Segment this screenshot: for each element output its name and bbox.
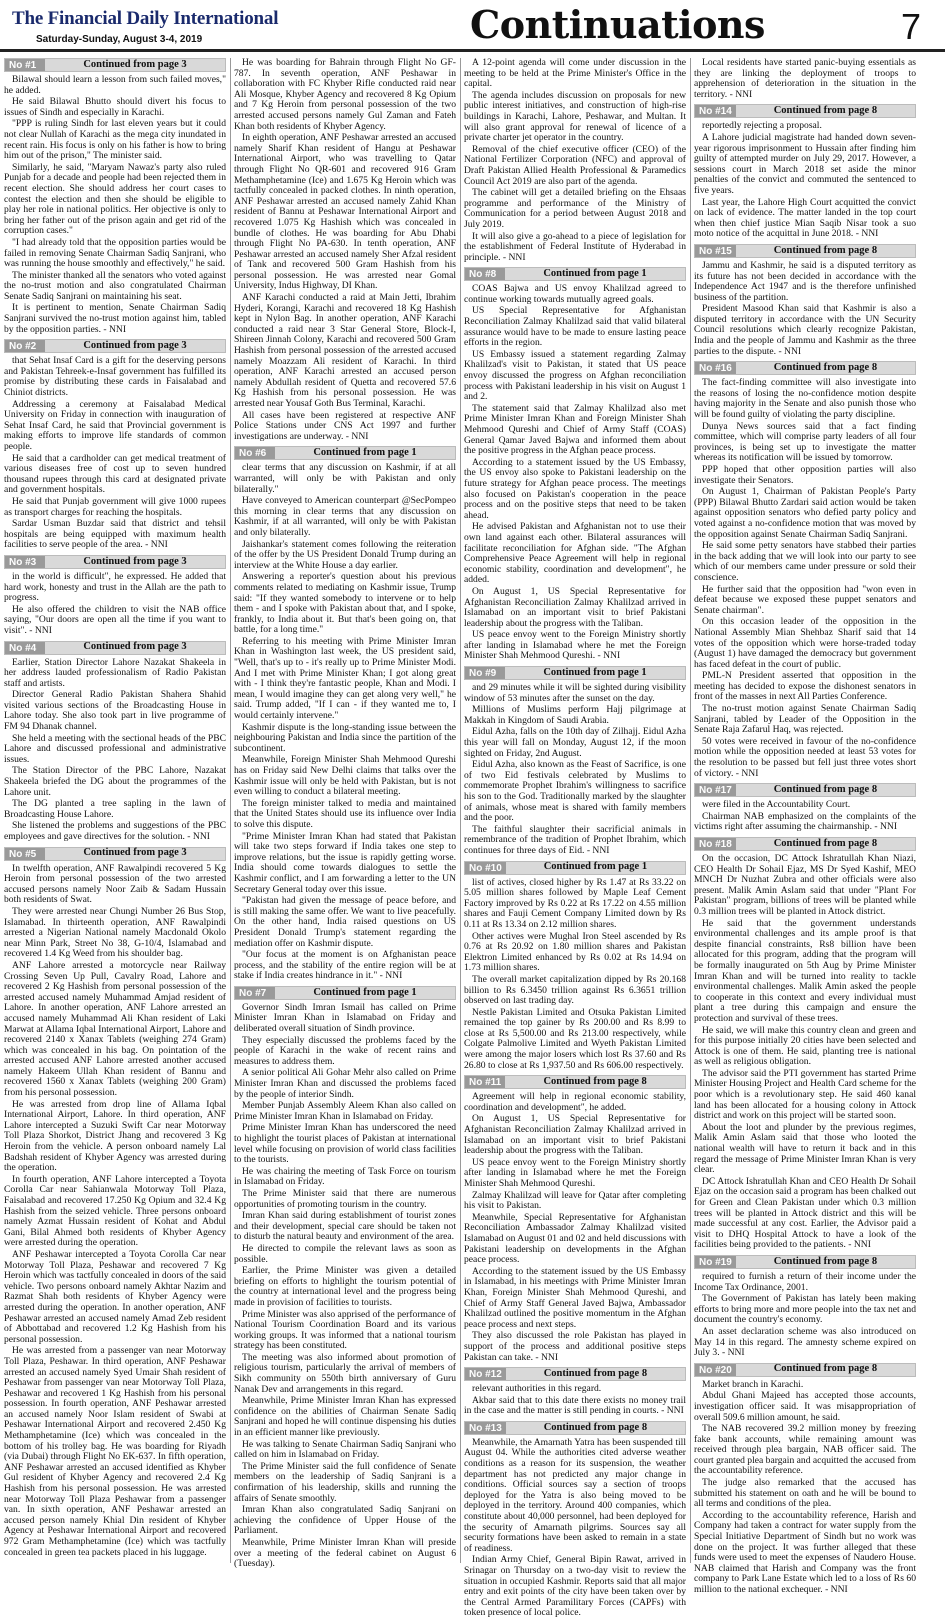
article-paragraph: Zalmay Khalilzad will leave for Qatar after completing his visit to Pakistan. bbox=[464, 1189, 686, 1212]
continued-from-label: Continued from page 8 bbox=[773, 837, 878, 849]
article-paragraph: Governor Sindh Imran Ismail has called on Prime Minister Imran Khan in Islamabad on Friday and deliberated overall situation of Sindh province. bbox=[234, 1001, 456, 1035]
continuation-header bbox=[4, 58, 226, 72]
article-number: No #13 bbox=[465, 1422, 506, 1434]
article-paragraph: According to the accountability reference, Harish and Company had taken a contract for water supply from the Special Initiative Department of Sindh but no work was done on the project. It was further alleged that these funds were used to meet the expenses of Naudero House. NAB claimed that Harish and Company was the front company to Park Lane Estate which led to a loss of Rs 60 million to the national exchequer. - NNI bbox=[694, 1509, 916, 1595]
article-number: No #4 bbox=[5, 642, 45, 654]
article-paragraph: Indian Army Chief, General Bipin Rawat, arrived in Srinagar on Thursday on a two-day visit to review the situation in occupied Kashmir. Reports said that all major entry and exit points of the city have been taken over by the Central Armed Paramilitary Forces (CAPFs) with token presence of local police. bbox=[464, 1554, 686, 1619]
article-paragraph: ANF Peshawar intercepted a Toyota Corolla Car near Motorway Toll Plaza, Peshawar and recovered 7 Kg Heroin which was tactfully concealed in doors of the said vehicle. Two persons onboard namely Akhtar Nazim and Razmat Shah both residents of Khyber Agency were arrested during the operation. In another operation, ANF Peshawar arrested an accused namely Amad Zeb resident of Abbottabad and recovered 1.2 Kg Hashish from his personal possession. bbox=[4, 1248, 226, 1345]
article-paragraph: The agenda includes discussion on proposals for new public interest initiatives, and construction of high-rise buildings in Karachi, Lahore, Peshawar, and Multan. It will also grant approval for renewal of licence of a private charter jet operator in the country. bbox=[464, 89, 686, 144]
article-paragraph: A 12-point agenda will come under discussion in the meeting to be held at the Prime Minister's Office in the capital. bbox=[464, 57, 686, 90]
article-paragraph: According to a statement issued by the US Embassy, the US envoy also spoke to Pakistani leadership on the future strategy for Afghan peace process. The meetings also focused on Pakistan's cooperation in the peace process and on the positive steps that need to be taken ahead. bbox=[464, 456, 686, 521]
article-paragraph: On August 1, US Special Representative for Afghanistan Reconciliation Zalmay Khalilzad arrived in Islamabad on an important visit to brief Pakistani leadership about the progress with the Taliban. bbox=[464, 585, 686, 629]
continuation-header bbox=[694, 1255, 916, 1269]
article-paragraph: US Embassy issued a statement regarding Zalmay Khalilzad's visit to Pakistan, it stated that US peace envoy discussed the progress on Afghan reconciliation process with Pakistani leadership in his visit on August 1 and 2. bbox=[464, 348, 686, 403]
article-paragraph: Local residents have started panic-buying essentials as they are linking the deployment of troops to apprehension of deterioration in the situation in the territory. - NNI bbox=[694, 57, 916, 100]
article-paragraph: clear terms that any discussion on Kashmir, if at all warranted, will only be with Pakistan and only bilaterally." bbox=[234, 462, 456, 495]
article-paragraph: "Our focus at the moment is on Afghanistan peace process, and the stability of the entire region will be at stake if India creates hindrance in it." - NNI bbox=[234, 949, 456, 982]
article-paragraph: Millions of Muslims perform Hajj pilgrimage at Makkah in Kingdom of Saudi Arabia. bbox=[464, 704, 686, 726]
article-paragraph: He was boarding for Bahrain through Flight No GF-787. In seventh operation, ANF Peshawar in collaboration with FC Khyber Rifle conducted raid near Ali Mosque, Khyber Agency and recovered 8 Kg Opium and 7 Kg Heroin from personal possession of the two arrested accused persons namely Gul Zaman and Fateh Khan both residents of Khyber Agency. bbox=[234, 57, 456, 132]
article-paragraph: Nestle Pakistan Limited and Otsuka Pakistan Limited remained the top gainer by Rs 200.00 and Rs 8.99 to close at Rs 5,500.00 and Rs 213.00 respectively, while Colgate Palmolive Limited and Wyeth Pakistan Limited were among the major losers which lost Rs 37.60 and Rs 26.80 to close at Rs 1,937.50 and Rs 606.00 respectively. bbox=[464, 1006, 686, 1071]
article-number: No #11 bbox=[465, 1076, 505, 1088]
article-paragraph: In eighth operation, ANF Peshawar arrested an accused namely Sharif Khan resident of Hangu at Peshawar International Airport, who was travelling to Qatar through Flight No QR-601 and recovered 916 Gram Methamphetamine (Ice) and 1.675 Kg Heroin which was tactfully concealed in packed clothes. In ninth operation, ANF Peshawar arrested an accused namely Zahid Khan resident of Bannu at Peshawar International Airport and recovered 1.075 Kg Hashish which was concealed in bundle of clothes. He was boarding for Abu Dhabi through Flight No PA-630. In tenth operation, ANF Peshawar arrested an accused namely Sher Afzal resident of Tank and recovered 500 Gram Hashish from his personal possession. He was arrested near Gomal University, Indus Highway, DI Khan. bbox=[234, 132, 456, 292]
page-number: 7 bbox=[900, 6, 921, 47]
article bbox=[694, 361, 916, 779]
article-paragraph: Eidul Azha, also known as the Feast of Sacrifice, is one of two Eid festivals celebrated by Muslims to commemorate Prophet Ibrahim's willingness to sacrifice his son to the God. Traditionally marked by the slaughter of animals, whose meat is shared with family members and the poor. bbox=[464, 759, 686, 824]
article-paragraph: He said some petty senators have stabbed their parties in the back adding that we will look into our party to see which of our members came under pressure or sold their conscience. bbox=[694, 540, 916, 583]
article-paragraph: The NAB recovered 39.2 million money by freezing fake bank accounts, while remaining amount was received through plea bargain, NAB officer said. The court granted plea bargain and acquitted the accused from the accountability reference. bbox=[694, 1423, 916, 1477]
article-paragraph: The Prime Minister said the full confidence of Senate members on the leadership of Sadiq Sanjrani is a confirmation of his leadership, skills and running the affairs of Senate smoothly. bbox=[234, 1460, 456, 1504]
article-paragraph: He said Bilawal Bhutto should divert his focus to issues of Sindh and especially in Karachi. bbox=[4, 96, 226, 118]
article-paragraph: Member Punjab Assembly Aleem Khan also called on Prime Minister Imran Khan in Islamabad on Friday. bbox=[234, 1100, 456, 1122]
article-paragraph: He was talking to Senate Chairman Sadiq Sanjrani who called on him in Islamabad on Friday. bbox=[234, 1438, 456, 1461]
article-paragraph: They especially discussed the problems faced by the people of Karachi in the wake of recent rains and measures to address them. bbox=[234, 1034, 456, 1067]
article-paragraph: Prime Minister Imran Khan has underscored the need to highlight the tourist places of Pakistan at international level while focusing on provision of world class facilities to the tourists. bbox=[234, 1122, 456, 1166]
article-paragraph: Meanwhile, Foreign Minister Shah Mehmood Qureshi has on Friday said New Delhi claims that talks over the Kashmir issue will only be held with Pakistan, but is not even willing to conduct a bilateral meeting. bbox=[234, 754, 456, 798]
continuation-header bbox=[4, 847, 226, 861]
article-paragraph: in the world is difficult", he expressed. He added that hard work, honesty and trust in the Allah are the path to progress. bbox=[4, 570, 226, 604]
article-number: No #15 bbox=[695, 245, 736, 257]
article-paragraph: Jaishankar's statement comes following the reiteration of the offer by the US President Donald Trump during an interview at the White House a day earlier. bbox=[234, 538, 456, 571]
article bbox=[234, 446, 456, 982]
continued-from-label: Continued from page 8 bbox=[543, 1075, 647, 1087]
article-paragraph: Removal of the chief executive officer (CEO) of the National Fertilizer Corporation (NFC) and approval of Draft Pakistan Allied Health Professional & Paramedics Council Act 2019 are also part of the agenda. bbox=[464, 143, 686, 187]
article-paragraph: The Government of Pakistan has lately been making efforts to bring more and more people into the tax net and document the country's economy. bbox=[694, 1293, 916, 1326]
article-paragraph: "PPP is ruling Sindh for last eleven years but it could not clear Nullah of Karachi as the mega city inundated in recent rain. His focus is only on his father is how to bring him out of the prison," The minister said. bbox=[4, 118, 226, 162]
article-paragraph: PPP hoped that other opposition parties will also investigate their Senators. bbox=[694, 464, 916, 486]
article-paragraph: 50 votes were received in favour of the no-confidence motion while the opposition needed at least 53 votes for the resolution to be passed but fell just three votes short of victory. - NNI bbox=[694, 735, 916, 779]
continuation-header bbox=[4, 339, 226, 353]
article-paragraph: Market branch in Karachi. bbox=[702, 1378, 804, 1390]
article-paragraph: The cabinet will get a detailed briefing on the Ehsaas programme and performance of the Ministry of Communication for a period between August 2018 and July 2019. bbox=[464, 187, 686, 230]
article-paragraph: reportedly rejecting a proposal. bbox=[702, 120, 822, 132]
column-2 bbox=[234, 57, 456, 1570]
article-paragraph: Agreement will help in regional economic stability, coordination and development", he added. bbox=[464, 1091, 686, 1113]
article-number: No #18 bbox=[695, 838, 736, 850]
article-paragraph: The statement said that Zalmay Khalilzad also met Prime Minister Imran Khan and Foreign Minister Shah Mehmood Qureshi and Chief of Army Staff (COAS) General Qamar Javed Bajwa and informed them about the positive progress in the Afghan peace process. bbox=[464, 402, 686, 457]
continuation-header bbox=[234, 986, 456, 1000]
article bbox=[464, 1075, 686, 1363]
continuation-header bbox=[464, 666, 686, 680]
article-paragraph: They also discussed the role Pakistan has played in support of the process and additional positive steps Pakistan can take. - NNI bbox=[464, 1330, 686, 1363]
article-paragraph: Sardar Usman Buzdar said that district and tehsil hospitals are being equipped with maximum health facilities to serve people of the area. - NNI bbox=[4, 518, 226, 551]
continued-from-label: Continued from page 3 bbox=[83, 641, 187, 653]
article bbox=[4, 555, 226, 637]
continuation-header bbox=[694, 104, 916, 118]
article-paragraph: In fourth operation, ANF Lahore intercepted a Toyota Corolla Car near Sahianwala Motorway Toll Plaza, Faisalabad and recovered 17.250 Kg Opium and 32.4 Kg Hashish from the seized vehicle. Three persons onboard namely Azmat Hussain resident of Kohat and Abdul Gani, Bilal Ahmed both residents of Khyber Agency were arrested during the operation. bbox=[4, 1173, 226, 1249]
continued-from-label: Continued from page 8 bbox=[773, 1255, 878, 1267]
continued-from-label: Continued from page 1 bbox=[543, 267, 647, 279]
article bbox=[694, 783, 916, 833]
article-paragraph: He said that the government understands environmental challenges and its ample proof is that despite financial constraints, Rs8 billion have been allocated for this program, adding that the program will be formally inaugurated on 5th Aug by Prime Minister Imran Khan and will be turned into reality to tackle environmental challenges. Malik Amin asked the people to cooperate in this context and every individual must plant a tree during this campaign and ensure the protection and survival of these trees. bbox=[694, 917, 916, 1024]
article-paragraph: The meeting was also informed about promotion of religious tourism, particularly the arrival of members of Sikh community on 550th birth anniversary of Guru Nanak Dev and arrangements in this regard. bbox=[234, 1351, 456, 1395]
article bbox=[234, 986, 456, 1570]
article-paragraph: Jammu and Kashmir, he said is a disputed territory as its future has not been decided in accordance with the Independence Act 1947 and is the therefore unfinished business of the partition. bbox=[694, 259, 916, 303]
article-number: No #1 bbox=[5, 59, 45, 71]
article bbox=[4, 641, 226, 843]
continuation-header bbox=[4, 555, 226, 569]
article-paragraph: Director General Radio Pakistan Shahera Shahid visited various sections of the Broadcasting House in Lahore today. She also took part in live programme of FM 94 Dhanak channel. bbox=[4, 689, 226, 733]
article-paragraph: The foreign minister talked to media and maintained that the United States should use its influence over India to solve this dispute. bbox=[234, 797, 456, 830]
article-paragraph: Meanwhile, the Amarnath Yatra has been suspended till August 04. While the authorities cited adverse weather conditions as a reason for its suspension, the weather department has not predicted any major change in conditions. Official sources say a section of troops deployed for the Yatra is also being moved to be deployed in the territory. Around 400 companies, which constitute about 40,000 personnel, had been deployed for the security of Amarnath pilgrims. Sources say all security formations have been asked to remain in a state of readiness. bbox=[464, 1436, 686, 1554]
article-paragraph: On the occasion, DC Attock Ishratullah Khan Niazi, CEO Health Dr Sohail Ejaz, MS Dr Syed Kashif, MEO MNCH Dr Nuzhat Zubra and other officials were also present. Malik Amin Aslam said that under "Plant For Pakistan" program, billions of trees will be planted while 0.3 million trees will be planted in Attock district. bbox=[694, 853, 916, 917]
masthead bbox=[0, 0, 945, 52]
article-number: No #17 bbox=[695, 784, 736, 796]
article-paragraph: COAS Bajwa and US envoy Khalilzad agreed to continue working towards mutually agreed goals. bbox=[464, 283, 686, 305]
article-paragraph: Have conveyed to American counterpart @SecPompeo this morning in clear terms that any discussion on Kashmir, if at all warranted, will only be with Pakistan and only bilaterally. bbox=[234, 495, 456, 538]
column-4 bbox=[694, 57, 916, 1595]
continued-from-label: Continued from page 3 bbox=[83, 847, 187, 859]
continuation-header bbox=[694, 361, 916, 375]
article bbox=[694, 104, 916, 240]
article-paragraph: Kashmir dispute is the long-standing issue between the neighbouring Pakistan and India since the partition of the subcontinent. bbox=[234, 721, 456, 754]
article-number: No #3 bbox=[5, 556, 45, 568]
article bbox=[4, 847, 226, 1559]
article-paragraph: They were arrested near Chungi Number 26 Bus Stop, Islamabad. In thirteenth operation, ANF Rawalpindi arrested a Nigerian National namely Macdonald Okolo near Minn Park, Street No 38, G-10/4, Islamabad and recovered 1.4 Kg Weed from his shoulder bag. bbox=[4, 905, 226, 960]
continued-from-label: Continued from page 8 bbox=[773, 783, 878, 795]
article-paragraph: He was chairing the meeting of Task Force on tourism in Islamabad on Friday. bbox=[234, 1165, 456, 1188]
article-paragraph: He was arrested from drop line of Allama Iqbal International Airport, Lahore. In third operation, ANF Lahore intercepted a Suzuki Swift Car near Motorway Toll Plaza Shorkot, District Jhang and recovered 3 Kg Heroin from the vehicle. A person onboard namely Lal Badshah resident of Khyber Agency was arrested during the operation. bbox=[4, 1098, 226, 1174]
article-number: No #20 bbox=[695, 1364, 736, 1376]
article-paragraph: The judge also remarked that the accused has submitted his statement on oath and he will be bound to all terms and conditions of the plea. bbox=[694, 1477, 916, 1510]
continuation-header bbox=[694, 244, 916, 258]
article-paragraph: He advised Pakistan and Afghanistan not to use their own land against each other. Bilateral assurances will facilitate reconciliation for Afghan side. "The Afghan Comprehensive Peace Agreement will help in regional economic stability, coordination and development", he added. bbox=[464, 521, 686, 586]
article-paragraph: He also offered the children to visit the NAB office saying, "Our doors are open all the time if you want to visit". - NNI bbox=[4, 603, 226, 636]
article-number: No #12 bbox=[465, 1368, 506, 1380]
article-number: No #16 bbox=[695, 362, 736, 374]
article-paragraph: An asset declaration scheme was also introduced on May 14 in this regard. The amnesty scheme expired on July 3. - NNI bbox=[694, 1325, 916, 1359]
article-number: No #7 bbox=[235, 987, 275, 999]
article-paragraph: The fact-finding committee will also investigate into the reasons of losing the no-confidence motion despite having majority in the Senate and also punish those who will be found guilty of violating the party discipline. bbox=[694, 377, 916, 421]
article-paragraph: He further said that the opposition had "won even in defeat because we exposed these puppet senators and Senate chairman". bbox=[694, 583, 916, 616]
article-paragraph: "I had already told that the opposition parties would be failed in removing Senate Chairman Sadiq Sanjrani, who was running the house smoothly and effectively," he said. bbox=[4, 236, 226, 270]
continuation-header bbox=[464, 861, 686, 875]
article-paragraph: The faithful slaughter their sacrificial animals in remembrance of the tradition of Prophet Ibrahim, which continues for three days of Eid. - NNI bbox=[464, 823, 686, 856]
article-number: No #8 bbox=[465, 268, 505, 280]
article-paragraph: She held a meeting with the sectional heads of the PBC Lahore and discussed professional and administrative issues. bbox=[4, 732, 226, 765]
article bbox=[464, 861, 686, 1072]
article-paragraph: Earlier, Station Director Lahore Nazakat Shakeela in her address lauded professionalism of Radio Pakistan staff and artists. bbox=[4, 656, 226, 689]
article bbox=[694, 244, 916, 357]
article bbox=[694, 1255, 916, 1359]
article-paragraph: Last year, the Lahore High Court acquitted the convict on lack of evidence. The matter landed in the top court when then chief justice Mian Saqib Nisar took a suo moto notice of the acquittal in June 2018. - NNI bbox=[694, 196, 916, 240]
article-paragraph: "Prime Minister Imran Khan had stated that Pakistan will take two steps forward if India takes one step to improve relations, but the issue is rapidly getting worse. India should come towards dialogues to settle the Kashmir conflict, and I am forwarding a letter to the UN Secretary General today over this issue. bbox=[234, 830, 456, 895]
article-paragraph: Meanwhile, Special Representative for Afghanistan Reconciliation Ambassador Zalmay Khalilzad visited Islamabad on August 01 and 02 and held discussions with Pakistani leadership on developments in the Afghan peace process. bbox=[464, 1211, 686, 1266]
article bbox=[464, 58, 686, 263]
column-3 bbox=[464, 57, 686, 1619]
article-paragraph: The overall market capitalization dipped by Rs 20.168 billion to Rs 6.3450 trillion against Rs 6.3651 trillion observed on last trading day. bbox=[464, 973, 686, 1007]
article-paragraph: that Sehat Insaf Card is a gift for the deserving persons and Pakistan Tehreek-e-Insaf government has fulfilled its promise by distributing these cards in Faisalabad and Chiniot districts. bbox=[4, 355, 226, 399]
article bbox=[694, 58, 916, 100]
article-paragraph: Abdul Ghani Majeed has accepted those accounts, investigation officer said. It was misappropriation of overall 509.6 million amount, he said. bbox=[694, 1390, 916, 1423]
continued-from-label: Continued from page 3 bbox=[83, 339, 187, 351]
article-paragraph: It is pertinent to mention, Senate Chairman Sadiq Sanjrani survived the no-trust motion against him, tabled by the opposition parties. - NNI bbox=[4, 302, 226, 335]
article-paragraph: He directed to compile the relevant laws as soon as possible. bbox=[234, 1242, 456, 1265]
article-paragraph: ANF Karachi conducted a raid at Main Jetti, Ibrahim Hyderi, Korangi, Karachi and recovered 18 Kg Hashish kept in Nylon Bag. In another operation, ANF Karachi conducted a raid near 3 Star General Store, Block-I, Shireen Jinnah Colony, Karachi and recovered 500 Gram Hashish from personal possession of the arrested accused namely Moazzam Ali resident of Karachi. In third operation, ANF Karachi arrested an accused person namely Abdullah resident of Quetta and recovered 57.6 Kg Hashish from his personal possession. He was arrested near Yousaf Goth Bus Terminal, Karachi. bbox=[234, 292, 456, 409]
article-paragraph: Eidul Azha, falls on the 10th day of Zilhajj. Eidul Azha this year will fall on Monday, August 12, if the moon sighted on Friday, 2nd August. bbox=[464, 726, 686, 759]
article-paragraph: On August 1, Chairman of Pakistan People's Party (PPP) Bilawal Bhutto Zardari said action would be taken against opposition senators who defied party policy and voted against a no-confidence motion that was moved by the opposition against Senate Chairman Sadiq Sanjrani. bbox=[694, 486, 916, 540]
article bbox=[464, 1367, 686, 1417]
article-paragraph: The Prime Minister said that there are numerous opportunities of promoting tourism in the country. bbox=[234, 1187, 456, 1210]
article-paragraph: Similarly, he said, "Maryam Nawaz's party also ruled Punjab for a decade and people had been rejected them in recent election. She should address her court cases to contest the election and then she should be eligible to play her role in national politics. Her objective is only to bring her father out of the prison again and get rid of the corruption cases." bbox=[4, 161, 226, 237]
article bbox=[234, 58, 456, 442]
continuation-header bbox=[464, 267, 686, 281]
continued-from-label: Continued from page 8 bbox=[773, 361, 878, 373]
article-paragraph: US Special Representative for Afghanistan Reconciliation Zalmay Khalilzad said that valid bilateral assurance would have to be made to ensure lasting peace efforts in the region. bbox=[464, 305, 686, 349]
article-paragraph: US peace envoy went to the Foreign Ministry shortly after landing in Islamabad where he met the Foreign Minister Shah Mehmood Qureshi. bbox=[464, 1156, 686, 1189]
article-paragraph: Other actives were Mughal Iron Steel ascended by Rs 0.76 at Rs 20.92 on 1.80 million shares and Pakistan Elektron Limited enhanced by Rs 0.02 at Rs 14.94 on 1.73 million shares. bbox=[464, 930, 686, 974]
continuation-header bbox=[4, 641, 226, 655]
continued-from-label: Continued from page 3 bbox=[83, 555, 187, 567]
article bbox=[464, 1421, 686, 1619]
article bbox=[4, 339, 226, 551]
continuation-header bbox=[464, 1367, 686, 1381]
article-paragraph: Prime Minister was also apprised of the performance of National Tourism Coordination Board and its various working groups. It was informed that a national tourism strategy has been constituted. bbox=[234, 1308, 456, 1352]
article-paragraph: Bilawal should learn a lesson from such failed moves," he added. bbox=[4, 74, 226, 96]
continued-from-label: Continued from page 1 bbox=[543, 861, 648, 873]
paper-date: Saturday-Sunday, August 3-4, 2019 bbox=[36, 34, 203, 45]
article-paragraph: Referring to his meeting with Prime Minister Imran Khan in Washington last week, the US president said, "Well, that's up to - it's really up to Prime Minister Modi. And I met with Prime Minister Khan; I got along great with - I think they're fantastic people, Khan and Modi. I mean, I would imagine they can get along very well," he said. Trump added, "If I can - if they wanted me to, I would certainly intervene." bbox=[234, 635, 456, 722]
article-paragraph: Chairman NAB emphasized on the complaints of the victims right after assuming the chairmanship. - NNI bbox=[694, 810, 916, 833]
article-paragraph: Meanwhile, Prime Minister Imran Khan has expressed confidence on the abilities of Chairman Senate Sadiq Sanjrani and hoped he will continue dispensing his duties in an efficient manner like previously. bbox=[234, 1395, 456, 1439]
continuation-header bbox=[694, 1363, 916, 1377]
article-paragraph: On August 1, US Special Representative for Afghanistan Reconciliation Zalmay Khalilzad arrived in Islamabad on an important visit to brief Pakistani leadership about the progress with the Taliban. bbox=[464, 1113, 686, 1157]
article-number: No #19 bbox=[695, 1256, 736, 1268]
article-paragraph: According to the statement issued by the US Embassy in Islamabad, in his meetings with Prime Minister Imran Khan, Foreign Minister Shah Mehmood Qureshi, and Chief of Army Staff General Javed Bajwa, Ambassador Khalilzad outlined the positive momentum in the Afghan peace process and next steps. bbox=[464, 1265, 686, 1330]
article-paragraph: list of actives, closed higher by Rs 1.47 at Rs 33.22 on 5.05 million shares followed by Maple Leaf Cement Factory improved by Rs 0.22 at Rs 17.22 on 4.55 million shares and Fauji Cement Company Limited down by Rs 0.11 at Rs 13.34 on 2.12 million shares. bbox=[464, 876, 686, 930]
article-paragraph: The Station Director of the PBC Lahore, Nazakat Shakeela briefed the DG about the programmes of the Lahore unit. bbox=[4, 765, 226, 798]
column-rule bbox=[460, 58, 461, 1563]
article-number: No #6 bbox=[235, 447, 275, 459]
article-paragraph: Dunya News sources said that a fact finding committee, which will comprise party leaders of all four provinces, is being set up to investigate the matter whereas its notification will be issued by tomorrow. bbox=[694, 420, 916, 464]
article-paragraph: DC Attock Ishratullah Khan and CEO Health Dr Sohail Ejaz on the occasion said a program has been chalked out for Green and Clean Pakistan under which 0.3 million trees will be planted in Attock district and this will be made successful at any cost. Earlier, the Advisor paid a visit to DHQ Hospital Attock to have a look of the facilities being provided to the patients. - NNI bbox=[694, 1175, 916, 1251]
article-number: No #5 bbox=[5, 848, 45, 860]
continued-from-label: Continued from page 1 bbox=[313, 447, 417, 459]
article-paragraph: Answering a reporter's question about his previous comments related to mediating on Kashmir issue, Trump said: "If they wanted somebody to intervene or to help them - and I spoke with Pakistan about that, and I spoke, frankly, to India about it. But that's been going on, that battle, for a long time." bbox=[234, 571, 456, 636]
paper-name: The Financial Daily International bbox=[12, 8, 279, 29]
continued-from-label: Continued from page 8 bbox=[543, 1367, 648, 1379]
column-1 bbox=[4, 58, 226, 1563]
article bbox=[694, 1363, 916, 1596]
column-rule bbox=[690, 58, 691, 1563]
section-title: Continuations bbox=[470, 2, 765, 47]
article-paragraph: All cases have been registered at respective ANF Police Stations under CNS Act 1997 and further investigations are underway. - NNI bbox=[234, 409, 456, 442]
article-paragraph: "Pakistan had given the message of peace before, and is still making the same offer. We want to live peacefully. On the other hand, India raised questions on US President Donald Trump's statement regarding the mediation offer on Kashmir dispute. bbox=[234, 895, 456, 949]
article-number: No #9 bbox=[465, 667, 505, 679]
continued-from-label: Continued from page 8 bbox=[543, 1421, 648, 1433]
article-paragraph: ANF Lahore arrested a motorcycle near Railway Crossing Seven Up Pull, Cavalry Road, Lahore and recovered 2 Kg Hashish from personal possession of the arrested accused namely Muhammad Amjad resident of Lahore. In another operation, ANF Lahore arrested an accused namely Muhammad Ali Khan resident of Laki Marwat at Allama Iqbal International Airport, Lahore and recovered 2140 x Xanax Tablets (weighing 274 Gram) which was concealed in his bag. On pointation of the arrested accused ANF Lahore arrested another accused namely Hakeem Ullah Khan resident of Bannu and recovered 1560 x Xanax Tablets (weighing 200 Gram) from his personal possession. bbox=[4, 959, 226, 1099]
article-paragraph: Addressing a ceremony at Faisalabad Medical University on Friday in connection with inauguration of Sehat Insaf Card, he said that Provincial government is making efforts to improve life standards of common people. bbox=[4, 398, 226, 452]
article-number: No #14 bbox=[695, 105, 736, 117]
article bbox=[464, 666, 686, 857]
article-paragraph: He said that a cardholder can get medical treatment of various diseases free of cost up to seven hundred thousand rupees through this card at designated private and government hospitals. bbox=[4, 452, 226, 496]
continued-from-label: Continued from page 1 bbox=[313, 986, 417, 998]
article-paragraph: The no-trust motion against Senate Chairman Sadiq Sanjrani, tabled by Leader of the Opposition in the Senate Raja Zafarul Haq, was rejected. bbox=[694, 703, 916, 736]
continued-from-label: Continued from page 3 bbox=[83, 58, 187, 70]
article-number: No #2 bbox=[5, 340, 45, 352]
article bbox=[694, 837, 916, 1251]
article-paragraph: A senior political Ali Gohar Mehr also called on Prime Minister Imran Khan and discussed the problems faced by the people of interior Sindh. bbox=[234, 1067, 456, 1100]
article-paragraph: Earlier, the Prime Minister was given a detailed briefing on efforts to highlight the tourism potential of the country at international level and the progress being made in provision of facilities to tourists. bbox=[234, 1265, 456, 1308]
article-paragraph: were filed in the Accountability Court. bbox=[702, 799, 851, 811]
continuation-header bbox=[694, 783, 916, 797]
article-paragraph: PML-N President asserted that opposition in the meeting has decided to expose the dishonest senators in front of the masses in next All Parties Conference. bbox=[694, 670, 916, 703]
article-paragraph: He was arrested from a passenger van near Motorway Toll Plaza, Peshawar. In third operation, ANF Peshawar arrested an accused namely Syed Umair Shah resident of Peshawar from passenger van near Motorway Toll Plaza, Peshawar and recovered 1 Kg Hashish from his personal possession. In fourth operation, ANF Peshawar arrested an accused namely Noor Islam resident of Swabi at Peshawar International Airport and recovered 2.450 Kg Methamphetamine (Ice) which was concealed in the bottom of his trolley bag. He was boarding for Riyadh (via Dubai) through Flight No EK-637. In fifth operation, ANF Peshawar arrested an accused identified as Khyber Gul resident of Khyber Agency and recovered 2.4 Kg Hashish from his personal possession. He was arrested near Motorway Toll Plaza Peshawar from a passenger van. In sixth operation, ANF Peshawar arrested an accused person namely Khial Din resident of Khyber Agency at Peshawar International Airport and recovered 972 Gram Methamphetamine (Ice) which was tactfully concealed in green tea packets placed in his luggage. bbox=[4, 1345, 226, 1558]
article-paragraph: The minister thanked all the senators who voted against the no-trust motion and also congratulated Chairman Senate Sadiq Sanjrani on maintaining his seat. bbox=[4, 269, 226, 302]
continued-from-label: Continued from page 8 bbox=[773, 105, 878, 117]
article-paragraph: Imran Khan said during establishment of tourist zones and their development, special care should be taken not to disturb the natural beauty and environment of the area. bbox=[234, 1210, 456, 1243]
article-paragraph: On this occasion leader of the opposition in the National Assembly Mian Shehbaz Sharif said that 14 votes of the opposition which were horse-traded today (August 1) have damaged the democracy but government has faced defeat in the court of public. bbox=[694, 616, 916, 670]
article-paragraph: He said that Punjab government will give 1000 rupees as transport charges for reaching the hospitals. bbox=[4, 495, 226, 518]
article-paragraph: Meanwhile, Prime Minister Imran Khan will preside over a meeting of the federal cabinet on August 6 (Tuesday). bbox=[234, 1536, 456, 1570]
article bbox=[4, 58, 226, 335]
article-paragraph: President Masood Khan said that Kashmir is also a disputed territory in accordance with the UN Security Council resolutions which clearly recognize Pakistan, India and the people of Jammu and Kashmir as the three parties to the dispute. - NNI bbox=[694, 303, 916, 357]
continued-from-label: Continued from page 8 bbox=[773, 244, 878, 256]
article-paragraph: He said, we will make this country clean and green and for this purpose initially 20 cities have been selected and Attock is one of them. He said, planting tree is national as well as religious obligation. bbox=[694, 1024, 916, 1068]
column-rule bbox=[230, 58, 231, 1563]
continuation-header bbox=[464, 1075, 686, 1089]
article-paragraph: required to furnish a return of their income under the Income Tax Ordinance, 2001. bbox=[694, 1270, 916, 1293]
article-paragraph: In twelfth operation, ANF Rawalpindi recovered 5 Kg Heroin from personal possession of the two arrested accused persons namely Noor Zaib & Sadam Hussain both residents of Swat. bbox=[4, 862, 226, 906]
article-paragraph: Akbar said that to this date there exists no money trail in the case and the matter is still pending in courts. - NNI bbox=[464, 1394, 686, 1417]
article-paragraph: Imran Khan also congratulated Sadiq Sanjrani on achieving the confidence of Upper House of the Parliament. bbox=[234, 1504, 456, 1537]
article bbox=[464, 267, 686, 662]
article-paragraph: About the loot and plunder by the previous regimes, Malik Amin Aslam said that those who looted the national wealth will have to return it back and in this regard the message of Prime Minister Imran Khan is very clear. bbox=[694, 1121, 916, 1176]
article-paragraph: and 29 minutes while it will be sighted during visibility window of 53 minutes after the sunset on the day. bbox=[464, 682, 686, 704]
continuation-header bbox=[464, 1421, 686, 1435]
article-paragraph: A Lahore judicial magistrate had handed down seven-year rigorous imprisonment to Hussain after finding him guilty of attempted murder on July 29, 2017. However, a sessions court in March 2018 set aside the minor penalties of the convict and commuted the sentenced to five years. bbox=[694, 131, 916, 196]
article-paragraph: relevant authorities in this regard. bbox=[472, 1383, 602, 1395]
article-paragraph: The DG planted a tree sapling in the lawn of Broadcasting House Lahore. bbox=[4, 798, 226, 820]
continuation-header bbox=[694, 837, 916, 851]
continuation-header bbox=[234, 446, 456, 460]
article-paragraph: She listened the problems and suggestions of the PBC employees and gave directives for the solution. - NNI bbox=[4, 820, 226, 842]
article-paragraph: US peace envoy went to the Foreign Ministry shortly after landing in Islamabad where he met the Foreign Minister Shah Mehmood Qureshi. - NNI bbox=[464, 629, 686, 662]
continued-from-label: Continued from page 8 bbox=[773, 1363, 878, 1375]
article-number: No #10 bbox=[465, 862, 506, 874]
article-paragraph: It will also give a go-ahead to a piece of legislation for the establishment of Federal Institute of Hyderabad in principle. - NNI bbox=[464, 230, 686, 263]
continued-from-label: Continued from page 1 bbox=[543, 666, 647, 678]
article-paragraph: The advisor said the PTI government has started Prime Minister Housing Project and Health Card scheme for the poor which is a revolutionary step. He said 460 kanal land has been allocated for a housing colony in Attock district and work on this project will be started soon. bbox=[694, 1067, 916, 1122]
